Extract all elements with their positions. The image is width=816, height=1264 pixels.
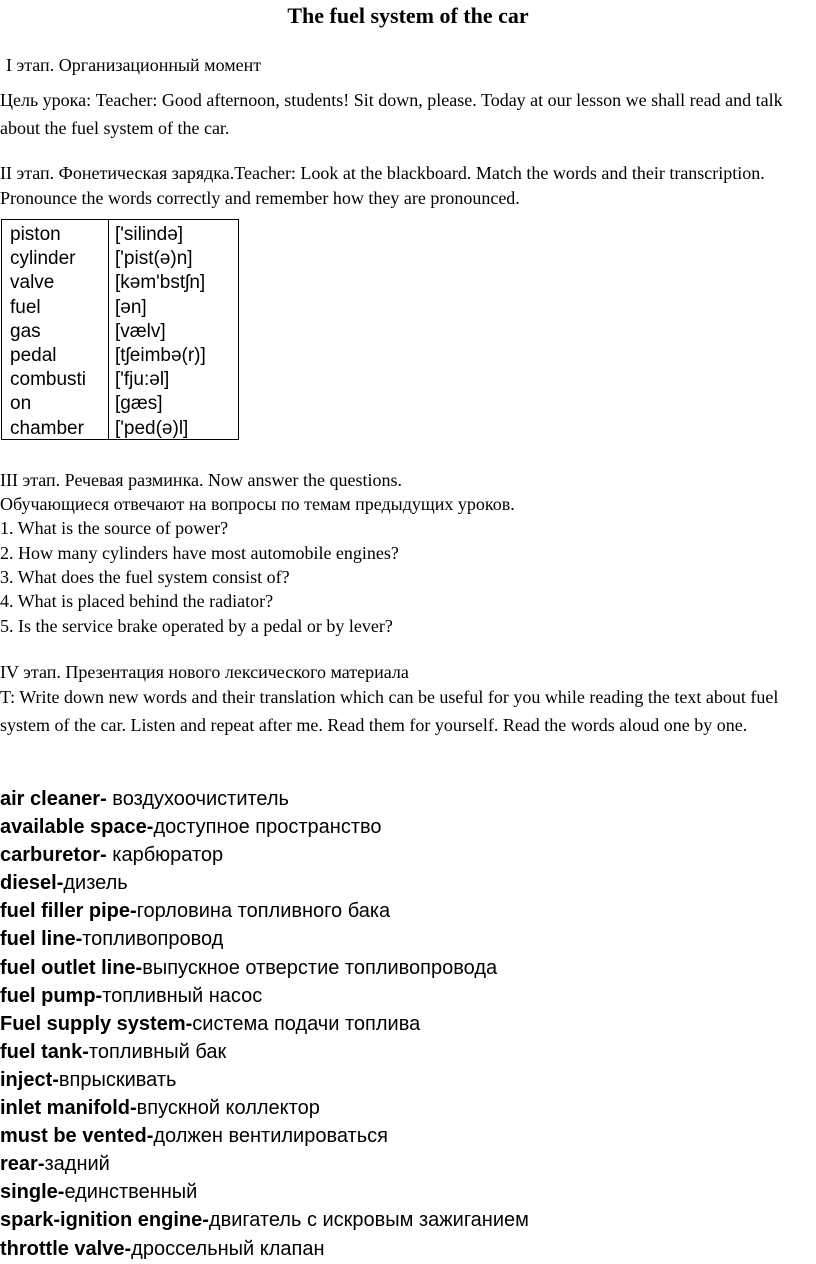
vocab-term: spark-ignition engine- xyxy=(0,1209,209,1232)
transcriptions-column xyxy=(115,223,206,441)
vocab-translation: топливопровод xyxy=(82,928,224,951)
word-cell: fuel xyxy=(10,296,41,318)
vocabulary-item xyxy=(0,813,529,841)
vocab-term: fuel outlet line- xyxy=(0,956,143,979)
vocab-term: Fuel supply system- xyxy=(0,1012,193,1035)
word-cell: on xyxy=(10,393,32,415)
vocab-term: air cleaner- xyxy=(0,788,107,810)
vocabulary-item xyxy=(0,785,529,813)
vocab-term: fuel line- xyxy=(0,928,83,951)
vocabulary-item xyxy=(0,897,529,925)
words-column xyxy=(10,223,86,441)
vocab-term: must be vented- xyxy=(0,1125,154,1148)
vocab-translation: двигатель с искровым зажиганием xyxy=(208,1209,529,1232)
transcription-cell: [vælv] xyxy=(115,320,166,342)
word-cell: piston xyxy=(10,224,61,245)
vocabulary-item xyxy=(0,1038,529,1066)
transcription-cell: ['fju:əl] xyxy=(115,369,170,391)
vocab-translation: система подачи топлива xyxy=(192,1012,421,1035)
transcription-cell: [gæs] xyxy=(115,393,163,415)
question-item: 1. What is the source of power? xyxy=(0,518,229,538)
vocab-term: fuel filler pipe- xyxy=(0,900,137,923)
transcription-cell: [tʃeimbə(r)] xyxy=(115,345,206,367)
stage4-heading: IV этап. Презентация нового лексического материала xyxy=(0,662,409,682)
table-divider xyxy=(108,220,109,439)
vocab-term: single- xyxy=(0,1181,65,1204)
vocab-term: rear- xyxy=(0,1153,45,1176)
vocab-translation: впрыскивать xyxy=(58,1068,177,1091)
word-cell: valve xyxy=(10,272,55,294)
vocab-translation: дроссельный клапан xyxy=(131,1237,325,1260)
vocabulary-item xyxy=(0,1178,529,1206)
vocabulary-list xyxy=(0,785,529,1263)
vocabulary-item xyxy=(0,1206,529,1234)
vocab-translation: выпускное отверстие топливопровода xyxy=(142,956,498,979)
question-item: 5. Is the service brake operated by a pedal or by lever? xyxy=(0,616,393,636)
vocab-translation: единственный xyxy=(64,1181,198,1204)
transcription-cell: [kəm'bstʃn] xyxy=(115,272,206,294)
page-title: The fuel system of the car xyxy=(287,3,529,28)
vocab-translation: впускной коллектор xyxy=(136,1097,320,1120)
transcription-cell: ['ped(ə)l] xyxy=(115,417,189,439)
vocab-translation: топливный бак xyxy=(88,1040,227,1063)
vocabulary-item xyxy=(0,954,529,982)
vocab-term: diesel- xyxy=(0,872,64,895)
question-item: 2. How many cylinders have most automobile engines? xyxy=(0,543,399,563)
vocabulary-item xyxy=(0,925,529,953)
stage4-text: T: Write down new words and their translation which can be useful for you while reading the text about fuel system of the car. Listen and repeat after me. Read them for yourself. Read the words aloud one by one. xyxy=(0,687,779,735)
transcription-cell: ['silində] xyxy=(115,224,184,245)
vocabulary-item xyxy=(0,1122,529,1150)
word-cell: cylinder xyxy=(10,248,76,270)
vocabulary-item xyxy=(0,982,529,1010)
vocab-translation: дизель xyxy=(63,872,128,895)
transcription-table xyxy=(1,219,239,440)
stage3-heading: III этап. Речевая разминка. Now answer the questions. xyxy=(0,470,402,490)
vocab-term: inlet manifold- xyxy=(0,1097,137,1120)
word-cell: chamber xyxy=(10,417,84,439)
vocab-translation: задний xyxy=(44,1153,110,1176)
stage1-text: Цель урока: Teacher: Good afternoon, students! Sit down, please. Today at our lesson we shall read and talk about the fuel system of the car. xyxy=(0,90,783,138)
vocab-translation: доступное пространство xyxy=(153,816,382,839)
vocab-translation: горловина топливного бака xyxy=(136,900,391,923)
stage1-heading: I этап. Организационный момент xyxy=(6,55,262,75)
vocab-term: fuel tank- xyxy=(0,1040,89,1063)
vocabulary-item xyxy=(0,1066,529,1094)
vocab-translation: воздухоочиститель xyxy=(106,788,289,810)
vocab-term: available space- xyxy=(0,816,154,839)
vocab-term: fuel pump- xyxy=(0,984,103,1007)
vocabulary-item xyxy=(0,1150,529,1178)
word-cell: combusti xyxy=(10,369,87,391)
question-item: 3. What does the fuel system consist of? xyxy=(0,567,290,587)
stage2-text: II этап. Фонетическая зарядка.Teacher: Look at the blackboard. Match the words and their transcription. Pronounce the words correctly and remember how they are pronounced. xyxy=(0,163,765,208)
word-cell: gas xyxy=(10,320,41,342)
question-item: 4. What is placed behind the radiator? xyxy=(0,591,274,611)
vocab-translation: топливный насос xyxy=(102,984,263,1007)
vocabulary-item xyxy=(0,841,529,869)
vocabulary-item xyxy=(0,1010,529,1038)
stage3-note: Обучающиеся отвечают на вопросы по темам предыдущих уроков. xyxy=(0,494,515,514)
vocab-term: throttle valve- xyxy=(0,1237,132,1260)
vocabulary-item xyxy=(0,1094,529,1122)
vocabulary-item xyxy=(0,1235,529,1263)
vocab-translation: должен вентилироваться xyxy=(153,1125,388,1148)
vocab-translation: карбюратор xyxy=(106,844,224,867)
vocabulary-item xyxy=(0,869,529,897)
transcription-cell: ['pist(ə)n] xyxy=(115,248,193,270)
word-cell: pedal xyxy=(10,345,57,367)
vocab-term: carburetor- xyxy=(0,844,107,867)
vocab-term: inject- xyxy=(0,1068,59,1091)
transcription-cell: [ən] xyxy=(115,296,147,318)
